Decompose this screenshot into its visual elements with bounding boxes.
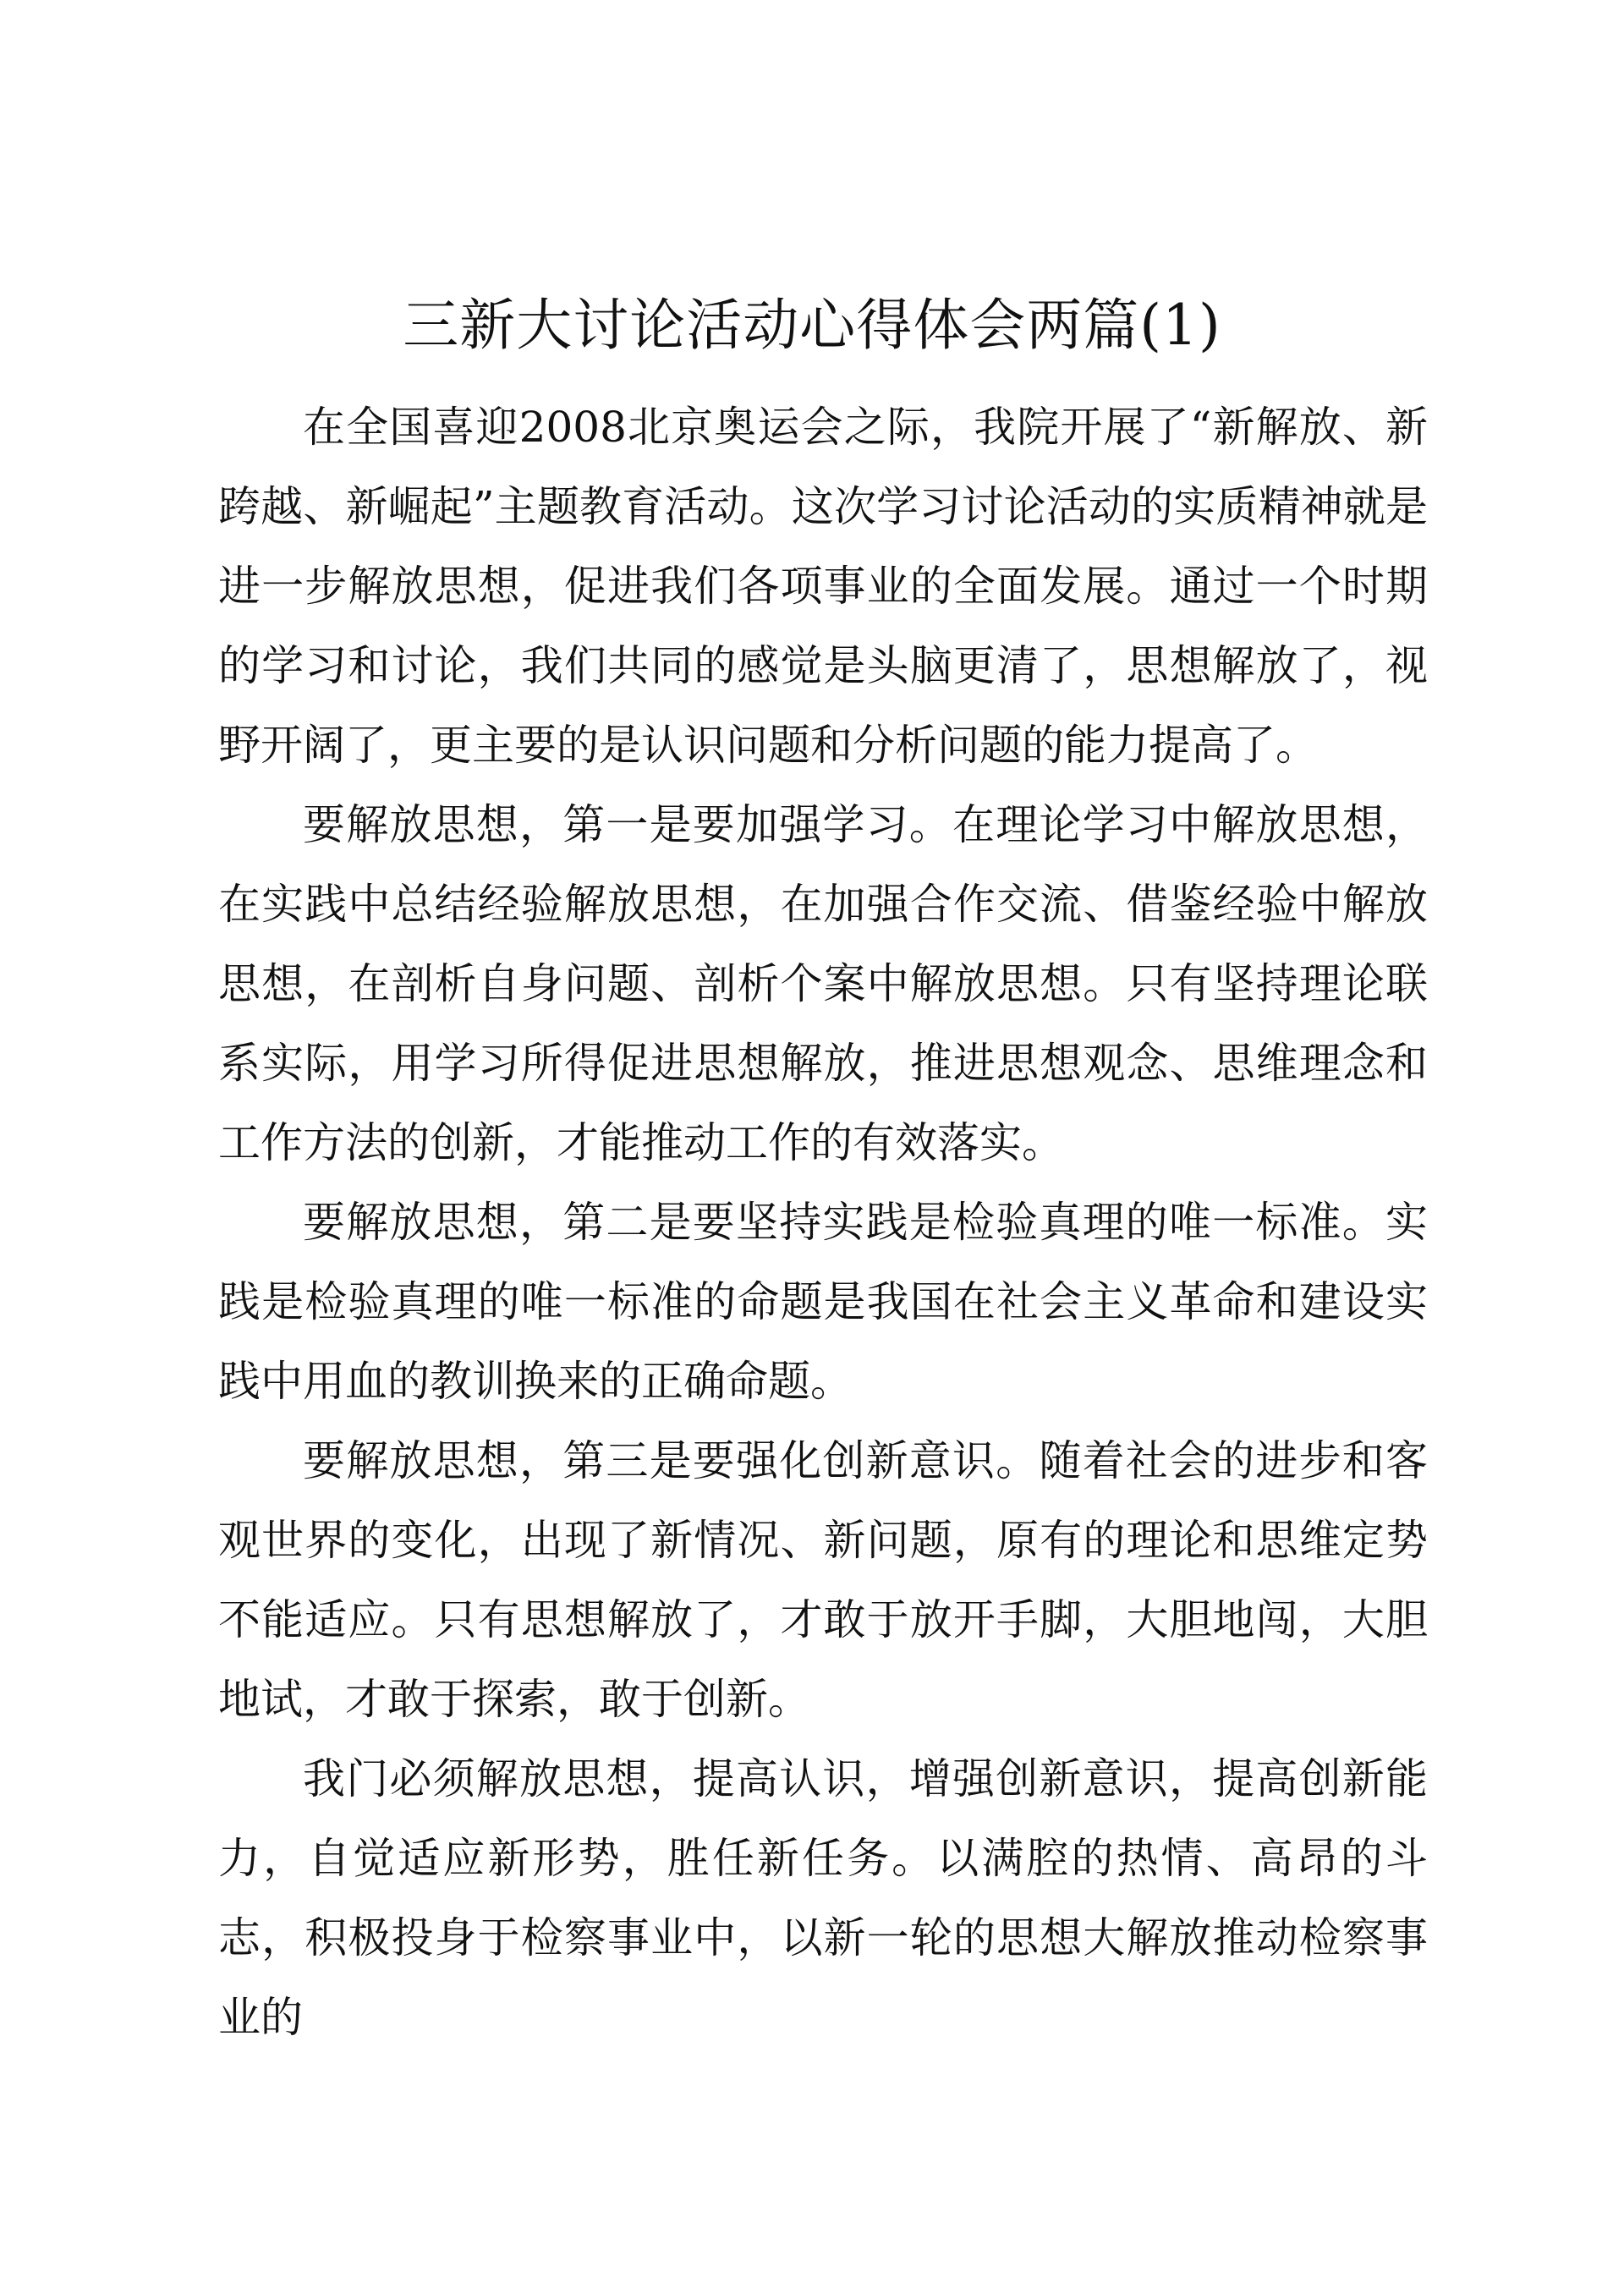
paragraph-5: 我门必须解放思想，提高认识，增强创新意识，提高创新能力，自觉适应新形势，胜任新任务。以满腔的热情、高昂的斗志，积极投身于检察事业中，以新一轮的思想大解放推动检察事业的 [218,1754,1428,2042]
paragraph-4: 要解放思想，第三是要强化创新意识。随着社会的进步和客观世界的变化，出现了新情况、新问题，原有的理论和思维定势不能适应。只有思想解放了，才敢于放开手脚，大胆地闯，大胆地试，才敢于探索，敢于创新。 [218,1436,1428,1724]
paragraph-3: 要解放思想，第二是要坚持实践是检验真理的唯一标准。实践是检验真理的唯一标准的命题是我国在社会主义革命和建设实践中用血的教训换来的正确命题。 [218,1198,1428,1406]
paragraph-1: 在全国喜迎2008北京奥运会之际，我院开展了“新解放、新跨越、新崛起”主题教育活动。这次学习讨论活动的实质精神就是进一步解放思想，促进我们各项事业的全面发展。通过一个时期的学习和讨论，我们共同的感觉是头脑更清了，思想解放了，视野开阔了，更主要的是认识问题和分析问题的能力提高了。 [218,403,1428,770]
document-body [218,387,1428,2057]
document-title: 三新大讨论活动心得体会两篇(1) [403,293,1221,358]
paragraph-2: 要解放思想，第一是要加强学习。在理论学习中解放思想，在实践中总结经验解放思想，在加强合作交流、借鉴经验中解放思想，在剖析自身问题、剖析个案中解放思想。只有坚持理论联系实际，用学习所得促进思想解放，推进思想观念、思维理念和工作方法的创新，才能推动工作的有效落实。 [218,800,1428,1167]
